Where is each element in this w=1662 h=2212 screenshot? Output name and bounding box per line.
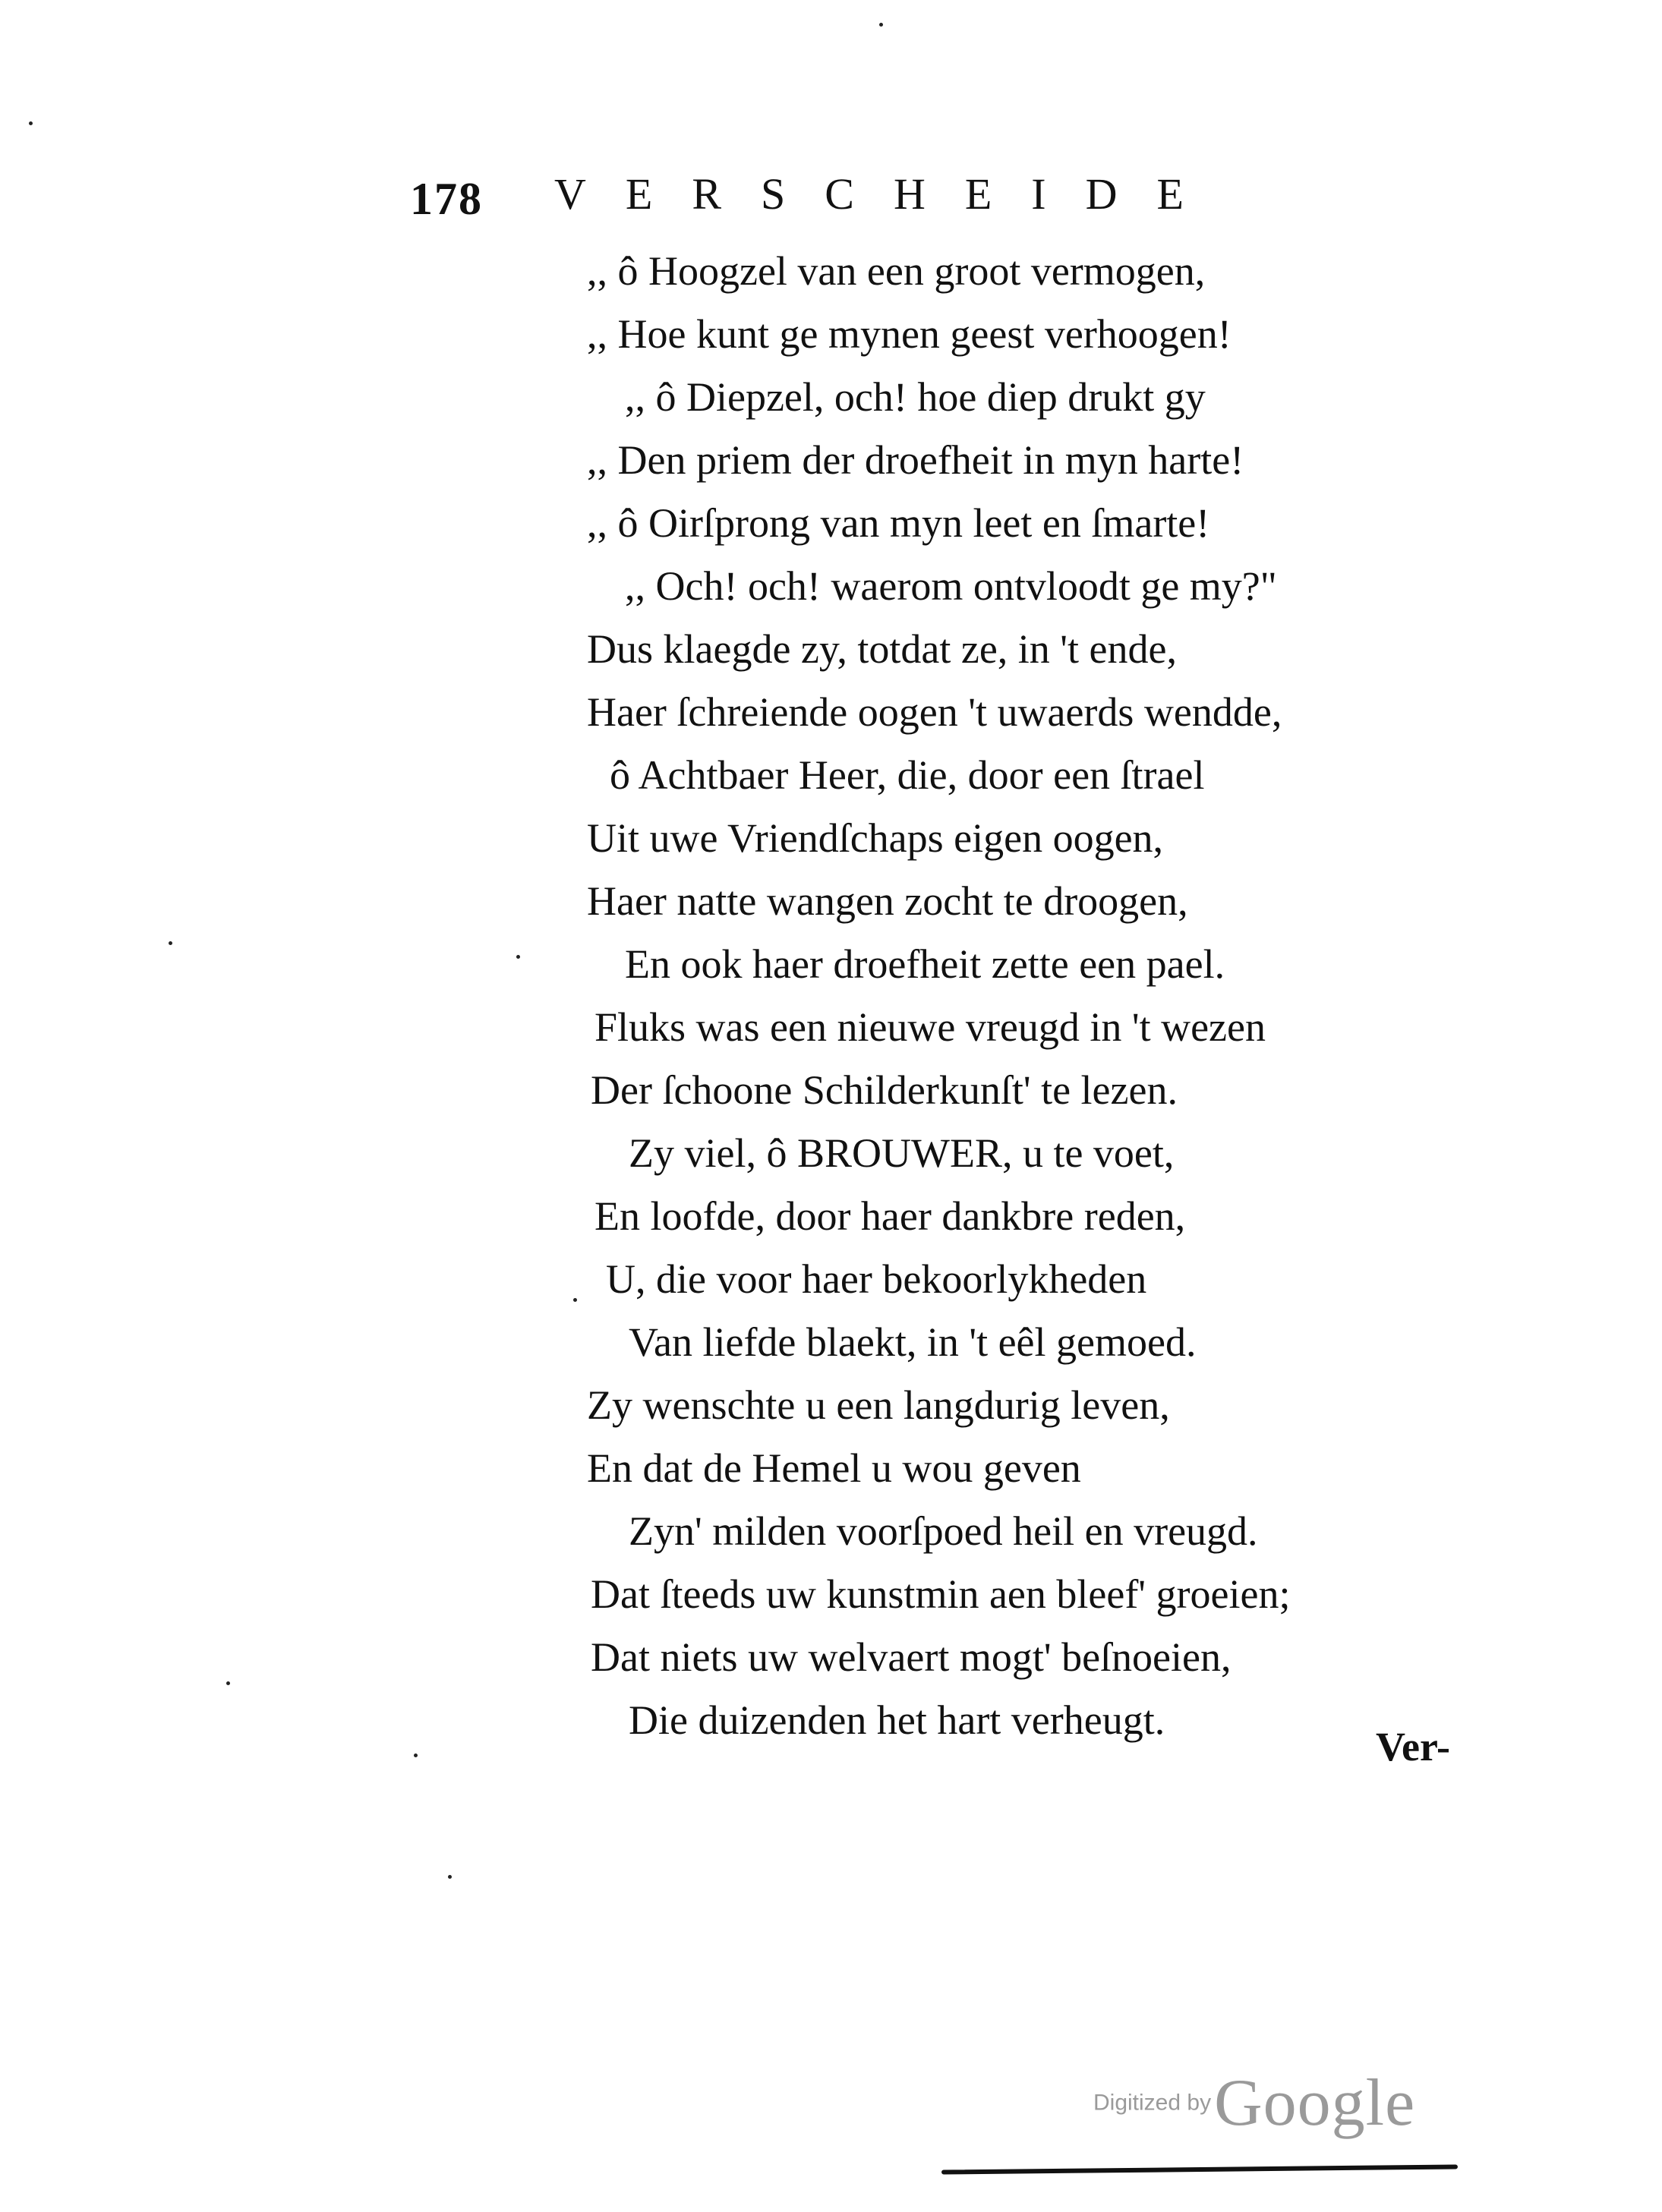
verse-line: Dat ſteeds uw kunstmin aen bleef' groeien; bbox=[591, 1571, 1291, 1617]
verse-line: U, die voor haer bekoorlykheden bbox=[606, 1256, 1147, 1302]
paper-speck bbox=[226, 1681, 230, 1685]
verse-line: Die duizenden het hart verheugt. bbox=[629, 1697, 1165, 1743]
verse-line: ,, ô Diepzel, och! hoe diep drukt gy bbox=[625, 374, 1206, 420]
verse-line: En ook haer droefheit zette een pael. bbox=[625, 941, 1225, 987]
verse-line: ,, Hoe kunt ge mynen geest verhoogen! bbox=[587, 311, 1232, 357]
verse-line: Haer ſchreiende oogen 't uwaerds wendde, bbox=[587, 689, 1282, 735]
paper-speck bbox=[879, 23, 883, 27]
verse-line: ,, Och! och! waerom ontvloodt ge my?" bbox=[625, 563, 1277, 609]
google-logo: Google bbox=[1214, 2066, 1416, 2140]
paper-speck bbox=[169, 941, 172, 945]
running-head: VERSCHEIDE bbox=[554, 169, 1223, 219]
verse-line: Uit uwe Vriendſchaps eigen oogen, bbox=[587, 815, 1164, 861]
verse-line: Der ſchoone Schilderkunſt' te lezen. bbox=[591, 1067, 1178, 1113]
paper-speck bbox=[29, 121, 33, 125]
verse-line: Zyn' milden voorſpoed heil en vreugd. bbox=[629, 1508, 1258, 1554]
verse-line: Van liefde blaekt, in 't eêl gemoed. bbox=[629, 1319, 1197, 1365]
verse-line: ,, ô Hoogzel van een groot vermogen, bbox=[587, 248, 1206, 294]
verse-line: ,, Den priem der droefheit in myn harte! bbox=[587, 437, 1244, 483]
paper-speck bbox=[573, 1298, 577, 1302]
digitized-by-google-watermark bbox=[1093, 2065, 1415, 2141]
paper-speck bbox=[448, 1875, 452, 1879]
verse-line: Zy wenschte u een langdurig leven, bbox=[587, 1382, 1170, 1428]
verse-line: En loofde, door haer dankbre reden, bbox=[594, 1193, 1186, 1239]
paper-speck bbox=[516, 955, 520, 959]
bottom-edge-rule bbox=[941, 2164, 1458, 2174]
verse-line: Zy viel, ô BROUWER, u te voet, bbox=[629, 1130, 1175, 1176]
watermark-prefix: Digitized by bbox=[1093, 2090, 1212, 2116]
verse-line: En dat de Hemel u wou geven bbox=[587, 1445, 1081, 1491]
verse-line: ô Achtbaer Heer, die, door een ſtrael bbox=[610, 752, 1205, 798]
verse-line: Fluks was een nieuwe vreugd in 't wezen bbox=[594, 1004, 1266, 1050]
verse-line: Haer natte wangen zocht te droogen, bbox=[587, 878, 1188, 924]
paper-speck bbox=[414, 1754, 418, 1757]
verse-line: Dus klaegde zy, totdat ze, in 't ende, bbox=[587, 626, 1177, 672]
catchword: Ver- bbox=[1376, 1724, 1450, 1769]
verse-line: ,, ô Oirſprong van myn leet en ſmarte! bbox=[587, 500, 1210, 546]
verse-line: Dat niets uw welvaert mogt' beſnoeien, bbox=[591, 1634, 1232, 1680]
page-number: 178 bbox=[410, 174, 483, 224]
